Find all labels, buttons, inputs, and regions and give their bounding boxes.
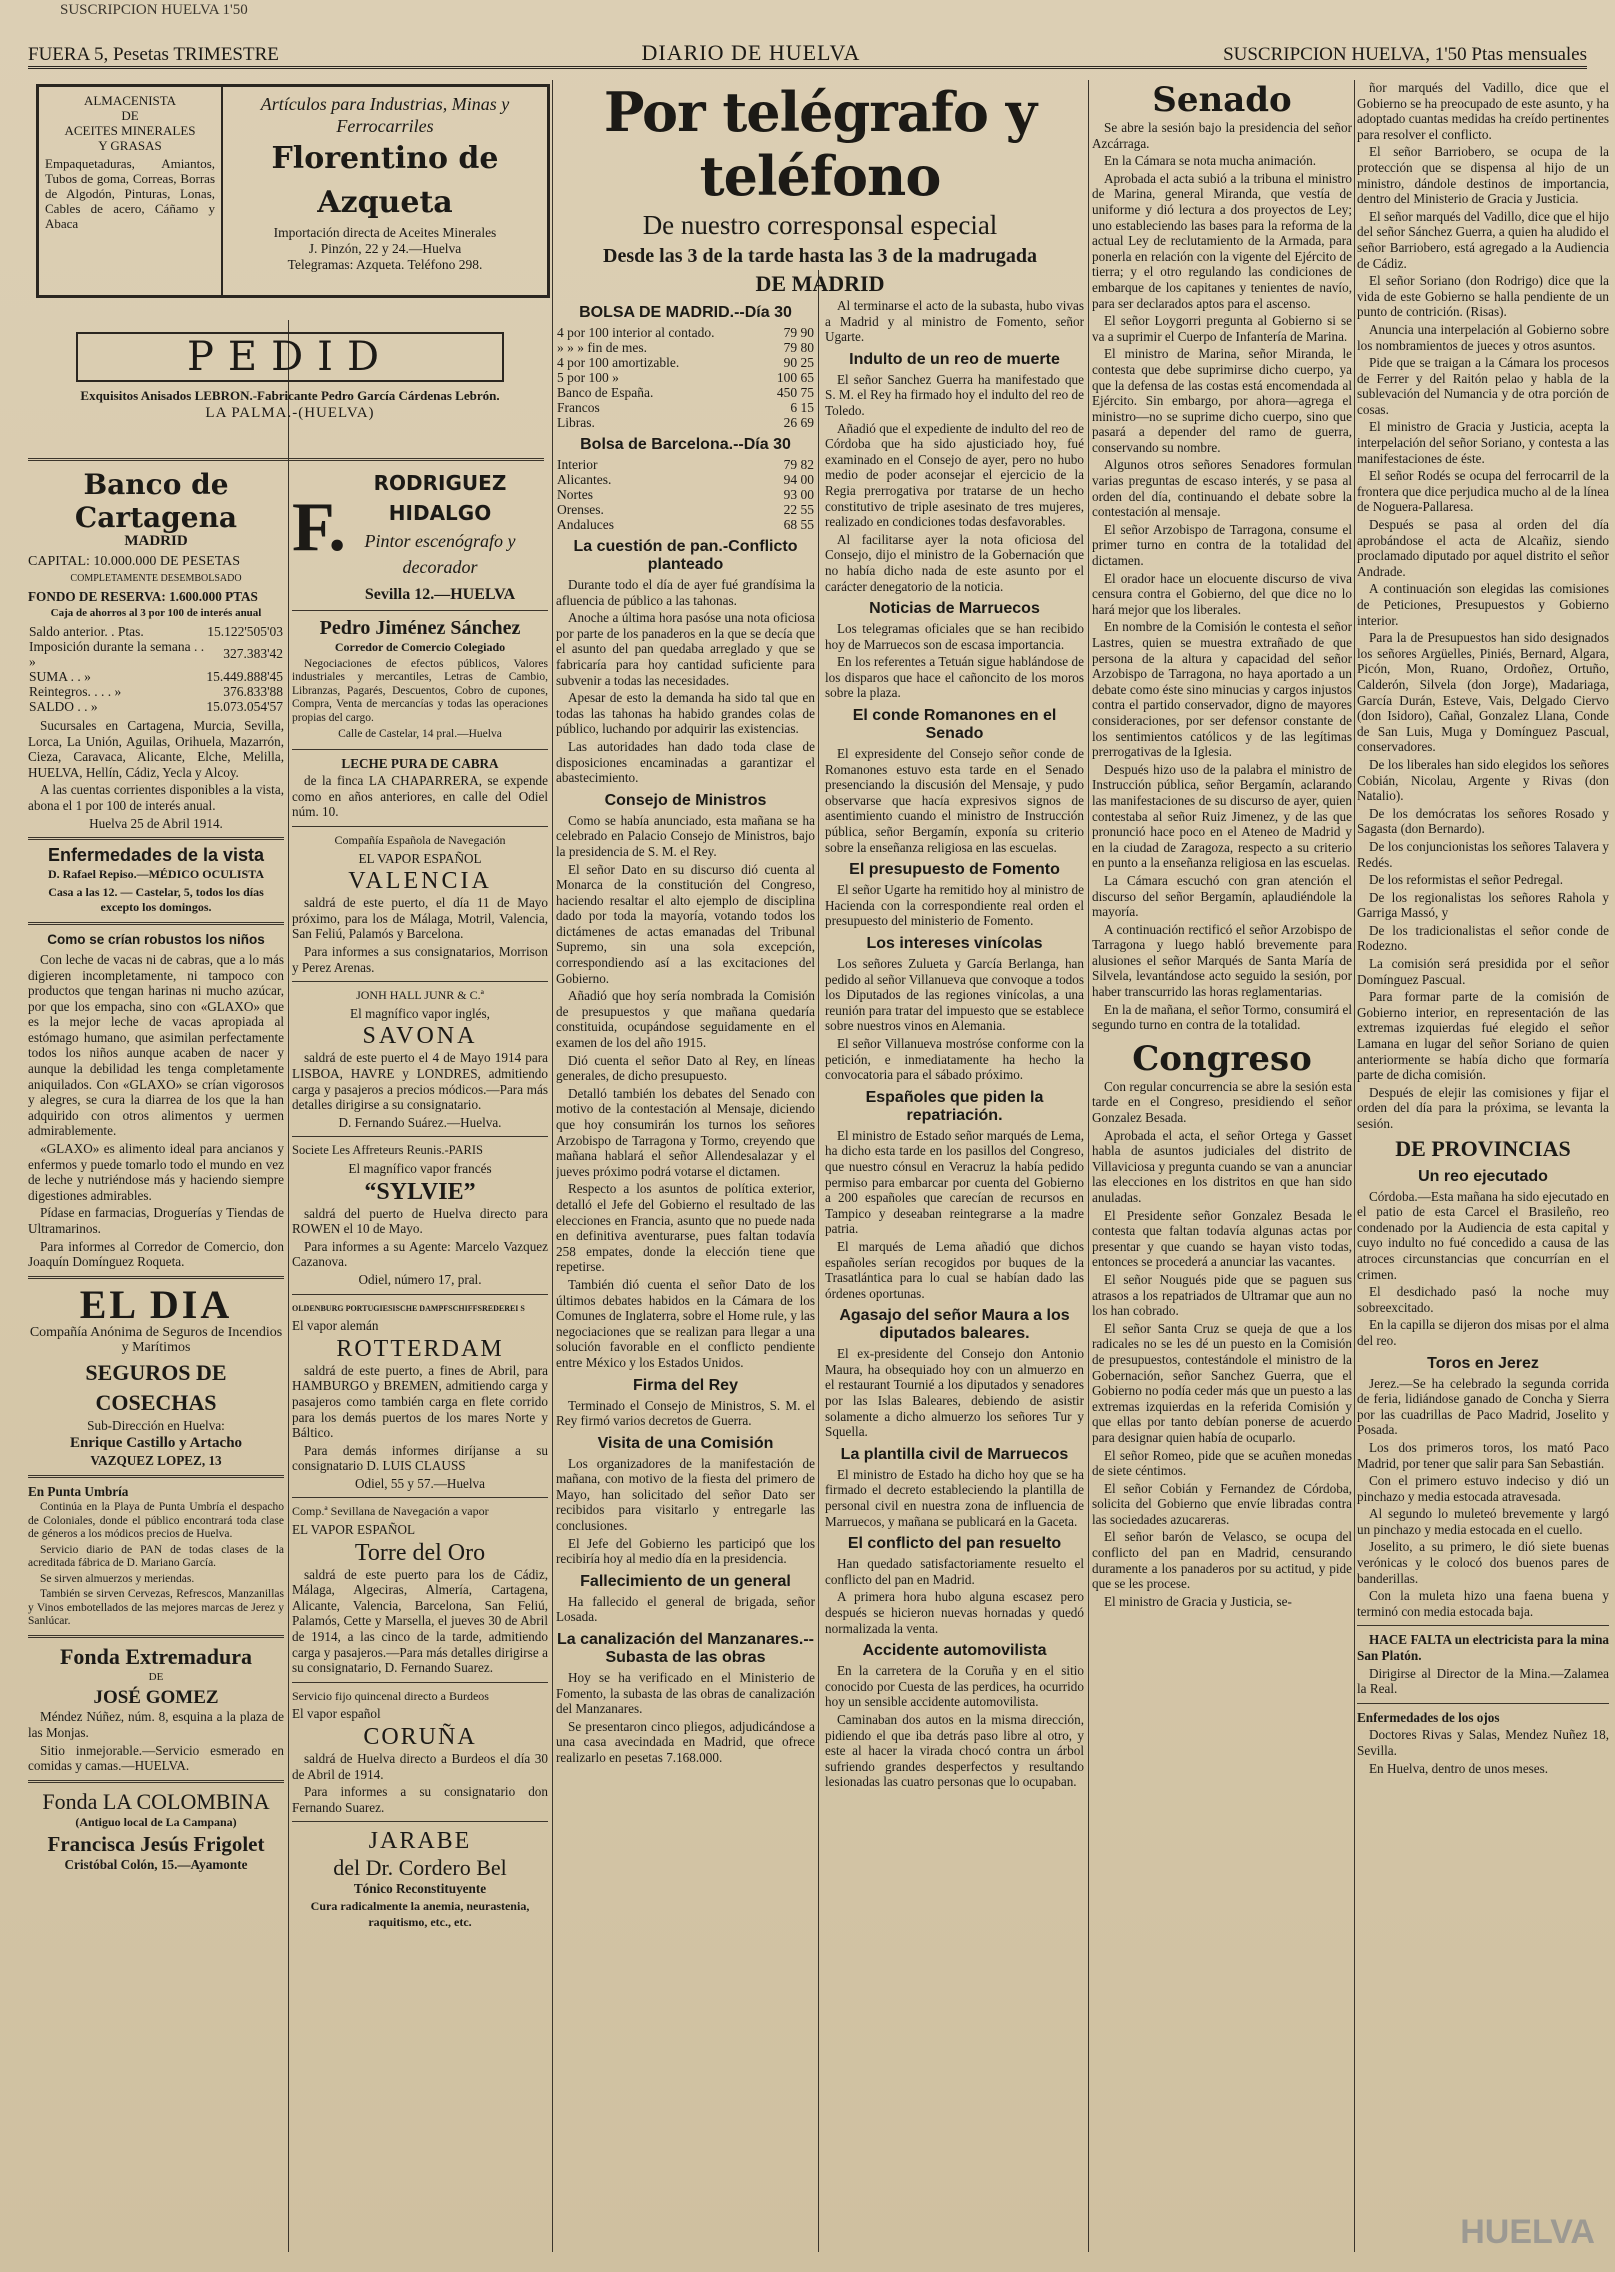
umbria-text: Se sirven almuerzos y meriendas. — [40, 1572, 195, 1585]
banco-row — [28, 699, 284, 714]
paragraph: En la de mañana, el señor Tormo, consumirá el segundo turno en contra de la totalidad. — [1092, 1001, 1352, 1033]
banco-capital: CAPITAL: 10.000.000 DE PESETAS — [28, 553, 241, 569]
bolsa-row — [556, 340, 815, 355]
falta-text: HACE FALTA un electricista para la mina San Platón. — [1357, 1632, 1609, 1664]
article-paragraph: El señor Ugarte ha remitido hoy al ministro de Hacienda con la correspondiente real orden el presupuesto del ministerio de Fomento. — [825, 882, 1084, 929]
savona-text: D. Fernando Suárez.—Huelva. — [338, 1114, 502, 1130]
sylvie-text: Odiel, número 17, pral. — [358, 1271, 482, 1287]
glaxo-title: Como se crían robustos los niños — [47, 931, 265, 947]
article-paragraph: En los referentes a Tetuán sigue hablándose de los disparos que hace el cañoncito de los moros sobre la plaza. — [825, 654, 1084, 701]
bolsa-value: 6 15 — [790, 400, 814, 415]
article-paragraph: Anoche a última hora pasóse una nota oficiosa por parte de los panaderos en la que se decía que el asunto del pan quedaba arreglado y que se fabricaría para hoy cantidad suficiente para subvenir a todas las necesidades. — [556, 610, 815, 688]
vista-line: D. Rafael Repiso.—MÉDICO OCULISTA — [47, 867, 265, 882]
senado-title: Senado — [1152, 80, 1292, 120]
almacenista-line: J. Pinzón, 22 y 24.—Huelva — [308, 241, 462, 256]
eldia-addr: VAZQUEZ LOPEZ, 13 — [90, 1453, 222, 1469]
bolsa-row — [556, 325, 815, 340]
article-paragraph: El ex-presidente del Consejo don Antonio Maura, ha obsequiado hoy con un almuerzo en el restaurant Tournié a los diputados y senadores por las Islas Baleares, debiendo de asistir solamente a dicho almuerzo los señores Tur y Squella. — [825, 1346, 1084, 1440]
paragraph: El señor Nougués pide que se paguen sus atrasos a los repatriados de Ultramar que aun no los han cobrado. — [1092, 1271, 1352, 1319]
bolsa-label: 4 por 100 amortizable. — [557, 355, 680, 370]
jimenez-sub: Corredor de Comercio Colegiado — [334, 640, 506, 654]
bolsa-label: Andaluces — [557, 517, 614, 532]
fonda-title: Fonda Extremadura — [59, 1643, 253, 1669]
article-paragraph: A primera hora hubo alguna escasez pero después se hicieron nuevas hornadas y quedó normalizada la venta. — [825, 1589, 1084, 1636]
rodriguez-name: RODRIGUEZ HIDALGO — [373, 471, 507, 525]
paragraph: El señor marqués del Vadillo, dice que el hijo del señor Sánchez Guerra, a quien ha aludido el señor Barriobero, está agregado a la Audiencia de Cádiz. — [1357, 208, 1609, 271]
bolsa-value: 90 25 — [783, 355, 814, 370]
article-paragraph: Hoy se ha verificado en el Ministerio de Fomento, la subasta de las obras de canalización del Manzanares. — [556, 1670, 815, 1717]
almacenista-top: Artículos para Industrias, Minas y Ferrocarriles — [260, 94, 510, 136]
column-telegrafo — [556, 80, 1084, 2252]
banco-value: 15.122'505'03 — [207, 623, 283, 639]
paragraph: Con la muleta hizo una faena buena y terminó con media estocada baja. — [1357, 1588, 1609, 1619]
savona-name: SAVONA — [362, 1023, 478, 1050]
article-heading: La canalización del Manzanares.--Subasta de las obras — [557, 1631, 814, 1667]
paragraph: De los liberales han sido elegidos los señores Cobián, Nicolau, Argente y Rivas (don Natalio). — [1357, 756, 1609, 804]
rotterdam-company: OLDENBURG PORTUGIESISCHE DAMPFSCHIFFSREDEREI S — [292, 1303, 525, 1313]
banco-caja: Caja de ahorros al 3 por 100 de interés anual — [50, 607, 262, 620]
paragraph: Después hizo uso de la palabra el ministro de Instrucción pública, señor Bergamín, aclarando las manifestaciones de su discurso de ayer, quien contestaba al señor Ruiz Jimenez, y de las que pronunció hace poco en el Ateneo de Madrid y en la ciudad de Zaragoza, respecto a su criterio en punto a la enseñanza religiosa en las escuelas. — [1092, 761, 1352, 871]
paragraph: El señor Arzobispo de Tarragona, consume el primer turno en contra de la totalidad del dictamen. — [1092, 521, 1352, 569]
bolsa-madrid-table — [556, 325, 815, 430]
bolsa-label: Orenses. — [557, 502, 604, 517]
umbria-text: También se sirven Cervezas, Refrescos, Manzanillas y Vinos embotellados de las mejores marcas de Jerez y Sanlúcar. — [28, 1588, 284, 1628]
article-paragraph: En la carretera de la Coruña y en el sitio conocido por Cuesta de las perdices, ha ocurrido hoy un sensible accidente automovilista. — [825, 1663, 1084, 1710]
paragraph: Aprobada el acta subió a la tribuna el ministro de Marina, general Miranda, que vestía de uniforme y dió lectura a dos proyectos de Ley; uno estableciendo las bases para la reforma de la actual Ley de reclutamiento de la Armada, para ponerla en relación con la vigente del Ejército de tierra; y el otro regulando las condiciones de embarque de los capitanes y tenientes de navío, para ser declarados aptos para el ascenso. — [1092, 170, 1352, 311]
madrid-heading: DE MADRID — [755, 271, 885, 296]
coruna-vapor: El vapor español — [292, 1706, 381, 1722]
ojos-text: Doctores Rivas y Salas, Mendez Nuñez 18, Sevilla. — [1357, 1727, 1609, 1758]
umbria-text: Continúa en la Playa de Punta Umbría el despacho de Coloniales, donde el público encontrará toda clase de géneros a los módicos precios de Huelva. — [28, 1501, 284, 1541]
telegrafo-left-articles — [556, 538, 815, 1766]
bolsa-row — [556, 457, 815, 472]
banco-city: MADRID — [124, 533, 188, 549]
banco-row — [28, 624, 284, 639]
banco-title: Banco de Cartagena — [74, 468, 238, 534]
almacenista-line: Y GRASAS — [98, 138, 162, 153]
fonda-text: Méndez Núñez, núm. 8, esquina a la plaza de las Monjas. — [28, 1709, 284, 1741]
paragraph: El señor barón de Velasco, se ocupa del conflicto del pan en Madrid, censurando duramente a los panaderos por su actitud, y pide que se les procese. — [1092, 1529, 1352, 1592]
paragraph: De los conjuncionistas los señores Talavera y Redés. — [1357, 838, 1609, 870]
toros-body — [1357, 1376, 1609, 1620]
jarabe-name: del Dr. Cordero Bel — [333, 1855, 507, 1881]
article-heading: Consejo de Ministros — [604, 791, 767, 809]
article-paragraph: Como se había anunciado, esta mañana se ha celebrado en Palacio Consejo de Ministros, bajo la presidencia de S. M. el Rey. — [556, 812, 815, 859]
paragraph: La Cámara escuchó con gran atención el discurso del señor Bergamín, aplaudiéndole la mayoría. — [1092, 872, 1352, 920]
rodriguez-sub: Pintor escenógrafo y decorador — [364, 531, 516, 577]
paragraph: El señor Cobián y Fernandez de Córdoba, solicita del Gobierno que envíe libradas contra las sociedades azucareras. — [1092, 1480, 1352, 1527]
telegrafo-title: Por telégrafo y teléfono — [603, 80, 1037, 208]
bolsa-value: 79 82 — [783, 457, 814, 472]
paragraph: El ministro de Gracia y Justicia, acepta la interpelación del señor Soriano, y contesta a las manifestaciones de éste. — [1357, 419, 1609, 466]
glaxo-text: Para informes al Corredor de Comercio, don Joaquín Domínguez Roqueta. — [28, 1238, 284, 1270]
article-paragraph: Dió cuenta el señor Dato al Rey, en líneas generales, de dicho presupuesto. — [556, 1052, 815, 1084]
bolsa-label: Francos — [557, 400, 600, 415]
leche-title: LECHE PURA DE CABRA — [341, 755, 499, 771]
rodriguez-letter: F. — [292, 489, 346, 566]
banco-text: Sucursales en Cartagena, Murcia, Sevilla, Lorca, La Unión, Aguilas, Orihuela, Mazarrón, Cieza, Caravaca, Alicante, Elche, Melilla, HUELVA, Hellín, Cádiz, Yecla y Alcoy. — [28, 717, 284, 780]
paragraph: Para formar parte de la comisión de Gobierno interior, en representación de las extremas izquierdas fué elegido el señor Lamana en lugar del señor Soriano de quien anteriormente se había dicho que formaría parte de dicha comisión. — [1357, 989, 1609, 1083]
sylvie-text: Para informes a su Agente: Marcelo Vazquez Cazanova. — [292, 1238, 548, 1270]
valencia-company: Compañía Española de Navegación — [334, 833, 506, 848]
article-paragraph: Los organizadores de la manifestación de mañana, con motivo de la fiesta del primero de Mayo, han solicitado del señor Dato ser recibidos para visitarlo y entregarle las conclusiones. — [556, 1455, 815, 1534]
bolsa-label: Banco de España. — [557, 385, 654, 400]
almacenista-line: Telegramas: Azqueta. Teléfono 298. — [287, 257, 483, 272]
vista-line: Casa a las 12. — Castelar, 5, todos los días excepto los domingos. — [48, 884, 264, 915]
article-heading: Fallecimiento de un general — [580, 1572, 791, 1590]
eldia-big: SEGUROS DE COSECHAS — [85, 1359, 227, 1415]
paragraph: Algunos otros señores Senadores formulan varias preguntas de escaso interés, y se pasa al orden del día, continuando el debate sobre la contestación al mensaje. — [1092, 457, 1352, 520]
eldia-title: EL DIA — [79, 1281, 233, 1327]
paragraph: Córdoba.—Esta mañana ha sido ejecutado en el patio de esta Carcel el Brasileño, reo condenado por la Audiencia de esta capital y cuyo indulto no fué concedido a causa de las atroces circunstancias que concurrían en el crimen. — [1357, 1188, 1609, 1282]
bolsa-row — [556, 355, 815, 370]
sylvie-text: saldrá del puerto de Huelva directo para ROWEN el 10 de Mayo. — [292, 1205, 548, 1237]
article-paragraph: Añadió que el expediente de indulto del reo de Córdoba que ha sido ajusticiado hoy, fué examinado en el Consejo de ayer, pero no hubo medio de poder aconsejar el ejercicio de la Regia prerrogativa por tratarse de un hecho constitutivo de triple asesinato de tres mujeres, realizado en condiciones todas desfavorables. — [825, 420, 1084, 530]
paragraph: Después se pasa al orden del día aprobándose el acta de Alcañiz, siendo proclamado diputado por aquel distrito el señor Andrade. — [1357, 517, 1609, 579]
paragraph: El señor Loygorri pregunta al Gobierno si se va a suprimir el Cuerpo de Infantería de Marina. — [1092, 313, 1352, 344]
valencia-text: Para informes a sus consignatarios, Morrison y Perez Arenas. — [292, 944, 548, 975]
article-paragraph: Las autoridades han dado toda clase de disposiciones encaminadas a garantizar el abastecimiento. — [556, 738, 815, 786]
article-paragraph: Respecto a los asuntos de política exterior, detalló el Jefe del Gobierno el resultado de las elecciones en Francia, asunto que no puede nada en definitiva aventurarse, pues faltan todavía 258 empates, donde la elección tiene que repetirse. — [556, 1181, 815, 1275]
article-paragraph: El marqués de Lema añadió que dichos españoles serían recogidos por buques de la Trasatlántica para lo cual se habían dado las órdenes oportunas. — [825, 1238, 1084, 1301]
banco-label: SUMA . . » — [29, 668, 91, 684]
jimenez-text: Negociaciones de efectos públicos, Valores industriales y mercantiles, Letras de Cambio, Libranzas, Pagarés, Descuentos, Cobro de cupones, Compra, Venta de mercancías y todas las operaciones propias del cargo. — [292, 657, 548, 724]
almacenista-line: Empaquetaduras, Amiantos, Tubos de goma, Correas, Borras de Algodón, Pinturas, Lonas, Cables de acero, Cáñamo y Abaca — [45, 156, 215, 231]
rotterdam-vapor: El vapor alemán — [292, 1318, 379, 1334]
jarabe-sub: Tónico Reconstituyente — [353, 1881, 487, 1897]
bolsa-value: 26 69 — [783, 415, 814, 430]
jimenez-name: Pedro Jiménez Sánchez — [319, 617, 521, 639]
paragraph: Pide que se traigan a la Cámara los procesos de Ferrer y del Raitón pelao y habla de la sublevación del Numancia y de otra porción de cosas. — [1357, 355, 1609, 417]
paragraph: De los reformistas el señor Pedregal. — [1369, 872, 1564, 888]
article-paragraph: El expresidente del Consejo señor conde de Romanones estuvo esta tarde en el Senado presenciando la discusión del Mensaje, y pudo observarse que hacía expresivos signos de asentimiento cuando el ministro de Instrucción pública, señor Bergamín, exponía su criterio sobre la enseñanza religiosa en las escuelas. — [825, 746, 1084, 855]
sylvie-company: Societe Les Affreteurs Reunis.-PARIS — [292, 1143, 483, 1158]
bolsa-row — [556, 370, 815, 385]
banco-label: SALDO . . » — [29, 698, 98, 714]
article-heading: Visita de una Comisión — [597, 1434, 774, 1452]
telegrafo-left — [556, 298, 815, 1792]
colombina-sub: (Antiguo local de La Campana) — [75, 1814, 237, 1829]
article-paragraph: Los telegramas oficiales que se han recibido hoy de Marruecos son de escasa importancia. — [825, 621, 1084, 652]
almacenista-line: Importación directa de Aceites Minerales — [273, 225, 497, 240]
article-paragraph: El Jefe del Gobierno les participó que los recibiría hoy al medio día en la presidencia. — [556, 1535, 815, 1567]
paragraph: De los tradicionalistas el señor conde de Rodezno. — [1357, 922, 1609, 954]
colombina-addr: Cristóbal Colón, 15.—Ayamonte — [64, 1857, 248, 1873]
bolsa-label: 4 por 100 interior al contado. — [557, 325, 715, 340]
paragraph: En la capilla se dijeron dos misas por el alma del reo. — [1357, 1317, 1609, 1348]
fonda-name: JOSÉ GOMEZ — [93, 1687, 219, 1709]
paragraph: Jerez.—Se ha celebrado la segunda corrida de feria, lidiándose ganado de Concha y Sierra por las cuadrillas de Paco Madrid, Joselito y Posada. — [1357, 1375, 1609, 1438]
paragraph: El señor Soriano (don Rodrigo) dice que la vida de este Gobierno se halla pendiente de un punto de contrición. (Risas). — [1357, 273, 1609, 320]
congreso-body — [1092, 1079, 1352, 1610]
bolsa-label: » » » fin de mes. — [557, 340, 647, 355]
article-heading: El conflicto del pan resuelto — [847, 1535, 1062, 1553]
sylvie-vapor: El magnífico vapor francés — [348, 1160, 492, 1176]
article-paragraph: Al terminarse el acto de la subasta, hubo vivas a Madrid y al ministro de Fomento, señor Ugarte. — [825, 298, 1084, 345]
article-paragraph: El señor Villanueva mostróse conforme con la petición, e inmediatamente ha hecho la convocatoria para el sábado próximo. — [825, 1035, 1084, 1083]
fonda-text: Sitio inmejorable.—Servicio esmerado en comidas y camas.—HUELVA. — [28, 1742, 284, 1774]
bolsa-bcn-table — [556, 457, 815, 532]
bolsa-label: Alicantes. — [557, 472, 612, 487]
umbria-text: Servicio diario de PAN de todas clases de la acreditada fábrica de D. Mariano García. — [28, 1543, 284, 1570]
bolsa-label: Libras. — [557, 415, 595, 430]
leche-text: de la finca LA CHAPARRERA, se expende como en años anteriores, en calle del Odiel núm. 10. — [292, 773, 548, 820]
coruna-text: Para informes a su consignatario don Fernando Suarez. — [292, 1784, 548, 1815]
banco-reserva: FONDO DE RESERVA: 1.600.000 PTAS — [28, 588, 258, 604]
article-heading: El conde Romanones en el Senado — [852, 707, 1057, 743]
almacenista-line: ACEITES MINERALES — [64, 123, 196, 138]
article-heading: Indulto de un reo de muerte — [849, 350, 1060, 368]
rotterdam-text: Para demás informes diríjanse a su consignatario D. LUIS CLAUSS — [292, 1442, 548, 1474]
banco-desembolsado: COMPLETAMENTE DESEMBOLSADO — [70, 573, 242, 585]
provincias-title: DE PROVINCIAS — [1395, 1135, 1571, 1161]
paragraph: Los dos primeros toros, los mató Paco Madrid, por tener que salir para San Sebastián. — [1357, 1439, 1609, 1471]
page-header — [28, 38, 1587, 69]
article-heading: La cuestión de pan.-Conflicto planteado — [573, 538, 798, 573]
pedid-line: LA PALMA.-(HUELVA) — [205, 404, 375, 421]
valencia-text: saldrá de este puerto, el día 11 de Mayo próximo, para los de Málaga, Motril, Valencia, San Feliú, Palamós y Barcelona. — [292, 895, 548, 942]
paragraph: La comisión será presidida por el señor Domínguez Pascual. — [1357, 956, 1609, 987]
torre-vapor: EL VAPOR ESPAÑOL — [292, 1522, 416, 1538]
article-paragraph: Durante todo el día de ayer fué grandísima la afluencia de público a las tahonas. — [556, 577, 815, 608]
banco-date: Huelva 25 de Abril 1914. — [89, 815, 223, 831]
rotterdam-text: saldrá de este puerto, a fines de Abril, para HAMBURGO y BREMEN, admitiendo carga y pasajeros como también carga en flete corrido para los demás puertos de los mares Norte y Báltico. — [292, 1362, 548, 1441]
banco-value: 327.383'42 — [223, 646, 283, 662]
article-heading: Españoles que piden la repatriación. — [865, 1088, 1044, 1124]
glaxo-text: Con leche de vacas ni de cabras, que a lo más digieren incompletamente, ni tampoco con productos que tengan harinas ni mucho azúcar, por que los empacha, sino con «GLAXO» que es la mejor leche de vacas apropiada al estómago humano, que asimilan perfectamente todos los niños aunque acaben de nacer y aunque la debilidad les tenga completamente aniquilados. Con «GLAXO» se crían vigorosos y alegres, se cura la diarrea de los que la han adquirido con otros alimentos y uermen admirablemente. — [28, 951, 284, 1139]
paragraph: En la Cámara se nota mucha animación. — [1104, 153, 1317, 169]
article-heading: Agasajo del señor Maura a los diputados baleares. — [839, 1307, 1070, 1343]
ojos-title: Enfermedades de los ojos — [1357, 1709, 1500, 1725]
top-strip: SUSCRIPCION HUELVA 1'50 — [60, 2, 248, 18]
paragraph: En nombre de la Comisión le contesta el señor Lastres, quien se muestra extrañado de que persona de la altura y capacidad del señor Arzobispo de Tarragona, no haya aportado a un debate como éste sino minucias y cargos injustos contra el partido conservador, digno de mayores consideraciones, por ser defensor constante de los sentimientos católicos y de las legítimas prerrogativas de la Iglesia. — [1092, 619, 1352, 760]
column-2 — [292, 468, 548, 2252]
paragraph: El señor Barriobero, se ocupa de la protección que se dispensa al hijo de un ministro, dándole destinos de importancia, dentro del Ministerio de Gracia y Justicia. — [1357, 144, 1609, 207]
paragraph: A continuación rectificó el señor Arzobispo de Tarragona y luego habló brevemente para alusiones el señor Marqués de Santa María de Silvela, levantándose acto seguido la sesión, por haber transcurrido las horas reglamentarias. — [1092, 921, 1352, 1000]
falta-text: Dirigirse al Director de la Mina.—Zalamea la Real. — [1357, 1665, 1609, 1697]
umbria-title: En Punta Umbría — [28, 1483, 129, 1499]
article-heading: El presupuesto de Fomento — [849, 861, 1060, 879]
torre-company: Comp.ª Sevillana de Navegación a vapor — [292, 1504, 489, 1519]
paragraph: Al segundo lo muleteó brevemente y largó un pinchazo y media estocada en el cuello. — [1357, 1506, 1609, 1537]
ad-pedid — [36, 332, 544, 423]
bolsa-label: 5 por 100 » — [557, 370, 619, 385]
telegrafo-right-articles — [825, 298, 1084, 1792]
banco-label: Saldo anterior. . Ptas. — [29, 623, 144, 639]
paragraph: ñor marqués del Vadillo, dice que el Gobierno se ha preocupado de este asunto, y ha adoptado cuantas medidas ha creído pertinentes para resolver el conflicto. — [1357, 80, 1609, 142]
almacenista-title: ALMACENISTA — [83, 93, 177, 108]
ojos-text: En Huelva, dentro de unos meses. — [1369, 1760, 1549, 1776]
coruna-name: CORUÑA — [363, 1724, 477, 1750]
rotterdam-text: Odiel, 55 y 57.—Huelva — [354, 1475, 486, 1491]
bolsa-value: 450 75 — [776, 385, 814, 400]
vista-title: Enfermedades de la vista — [47, 845, 265, 866]
watermark-logo: HUELVA — [1460, 2213, 1595, 2251]
article-heading: Noticias de Marruecos — [869, 600, 1040, 618]
bolsa-value: 68 55 — [783, 517, 814, 532]
bolsa-row — [556, 487, 815, 502]
column-1 — [28, 468, 284, 2252]
paragraph: Aprobada el acta, el señor Ortega y Gasset habla de asuntos judiciales del distrito de Villaviciosa y pregunta cuando se van a anunciar las elecciones en los distritos en que han sido anuladas. — [1092, 1127, 1352, 1205]
jarabe-title: JARABE — [368, 1828, 472, 1855]
article-paragraph: Caminaban dos autos en la misma dirección, pidiendo el que iba detrás paso libre al otro, y este al hacer la virada chocó contra un árbol sufriendo grandes desperfectos y resultando lesionadas las cuatro personas que lo ocupaban. — [825, 1711, 1084, 1790]
rodriguez-addr: Sevilla 12.—HUELVA — [364, 586, 516, 603]
article-paragraph: El ministro de Estado ha dicho hoy que se ha firmado el decreto estableciendo la plantilla de personal civil en nuestra zona de influencia de Marruecos, y mañana se publicará en la Gaceta. — [825, 1466, 1084, 1529]
col5-body — [1357, 80, 1609, 1132]
banco-row — [28, 669, 284, 684]
banco-value: 15.073.054'57 — [206, 698, 283, 714]
paragraph: El ministro de Gracia y Justicia, se- — [1104, 1593, 1292, 1609]
article-heading: Los intereses vinícolas — [866, 935, 1043, 952]
jarabe-text: Cura radicalmente la anemia, neurastenia, raquitismo, etc., etc. — [310, 1898, 530, 1929]
article-paragraph: Los señores Zulueta y García Berlanga, han pedido al señor Villanueva que convoque a todos los Diputados de las regiones vinícolas, a una reunión para tratar del impuesto que se establece sobre nuestros vinos en Alemania. — [825, 956, 1084, 1034]
reo-body — [1357, 1189, 1609, 1349]
paragraph: Con regular concurrencia se abre la sesión esta tarde en el Congreso, presidiendo el señor Gonzalez Besada. — [1092, 1078, 1352, 1126]
valencia-vapor: EL VAPOR ESPAÑOL — [358, 850, 482, 866]
bolsa-value: 22 55 — [783, 502, 814, 517]
torre-name: Torre del Oro — [354, 1539, 486, 1566]
bolsa-bcn-title: Bolsa de Barcelona.--Día 30 — [580, 436, 791, 453]
bolsa-row — [556, 400, 815, 415]
pedid-line: Exquisitos Anisados LEBRON.-Fabricante Pedro García Cárdenas Lebrón. — [80, 388, 500, 403]
banco-row — [28, 684, 284, 699]
header-right: SUSCRIPCION HUELVA, 1'50 Ptas mensuales — [1223, 44, 1587, 65]
banco-label: Imposición durante la semana . . » — [29, 638, 205, 669]
paragraph: Joselito, a su primero, le dió siete buenas verónicas y le colocó dos buenos pares de banderillas. — [1357, 1539, 1609, 1586]
telegrafo-subtitle2: Desde las 3 de la tarde hasta las 3 de la madrugada — [603, 245, 1037, 267]
column-senado — [1092, 80, 1352, 2252]
valencia-name: VALENCIA — [348, 868, 492, 895]
colombina-title: Fonda LA COLOMBINA — [42, 1788, 270, 1814]
paragraph: Se abre la sesión bajo la presidencia del señor Azcárraga. — [1092, 120, 1352, 151]
divider — [28, 452, 544, 467]
ad-almacenista — [36, 84, 550, 298]
paragraph: Para la de Presupuestos han sido designados los señores Argüelles, Piniés, Bernard, Algara, Picón, Mon, Ruano, Ordoñez, Ortuño, Calderón, Silvela (don Jorge), Madariaga, García Durán, Esteve, Vais, Delgado Ciervo (don Isidoro), Cañal, Gonzalez Llana, Conde de San Luis, Muga y Domínguez Pascual, conservadores. — [1357, 630, 1609, 755]
header-left: FUERA 5, Pesetas TRIMESTRE — [28, 44, 279, 65]
colombina-name: Francisca Jesús Frigolet — [47, 1832, 265, 1857]
article-paragraph: El señor Dato en su discurso dió cuenta al Monarca de la constitución del Congreso, haciendo resaltar el alto ejemplo de disciplina dado por toda la mayoría, votando todos los dictámenes de actas emanadas del Tribunal Supremo, sin una sola excepción, correspondiendo así a las excitaciones del Gobierno. — [556, 861, 815, 986]
bolsa-label: Nortes — [557, 487, 593, 502]
article-paragraph: Terminado el Consejo de Ministros, S. M. el Rey firmó varios decretos de Guerra. — [556, 1397, 815, 1429]
column-5 — [1357, 80, 1609, 2252]
fonda-de: DE — [148, 1670, 164, 1683]
telegrafo-subtitle: De nuestro corresponsal especial — [642, 210, 998, 240]
senado-body — [1092, 120, 1352, 1033]
savona-company: JONH HALL JUNR & C.ª — [356, 988, 484, 1003]
bolsa-row — [556, 517, 815, 532]
torre-text: saldrá de este puerto para los de Cádiz, Málaga, Algeciras, Almería, Cartagena, Alicante, Valencia, Barcelona, San Feliú, Palamós, Cette y Marsella, el jueves 30 de Abril de 1914, a las cinco de la tarde, admitiendo carga y pasajeros.—Para más detalles dirigirse a su consignatario, D. Fernando Suarez. — [292, 1566, 548, 1676]
bolsa-value: 94 00 — [783, 472, 814, 487]
article-paragraph: Añadió que hoy sería nombrada la Comisión de presupuestos y que mañana quedaría constituida, ocupándose seguidamente en el examen de los del año 1915. — [556, 988, 815, 1051]
banco-value: 15.449.888'45 — [206, 668, 283, 684]
jimenez-addr: Calle de Castelar, 14 pral.—Huelva — [338, 728, 502, 741]
paragraph: El orador hace un elocuente discurso de viva censura contra el Gobierno, del que dice no lo hará mejor que los liberales. — [1092, 570, 1352, 617]
bolsa-value: 100 65 — [776, 370, 814, 385]
paragraph: El señor Romeo, pide que se acuñen monedas de siete céntimos. — [1092, 1447, 1352, 1479]
bolsa-label: Interior — [557, 457, 598, 472]
banco-text: A las cuentas corrientes disponibles a la vista, abona el 1 por 100 de interés anual. — [28, 782, 284, 813]
almacenista-name: Florentino de Azqueta — [271, 141, 499, 220]
pedid-title: PEDID — [76, 332, 504, 382]
glaxo-text: Pídase en farmacias, Droguerías y Tiendas de Ultramarinos. — [28, 1205, 284, 1236]
article-paragraph: Se presentaron cinco pliegos, adjudicándose a una casa avecindada en Madrid, que ofrece realizarlo en pesetas 7.168.000. — [556, 1718, 815, 1765]
glaxo-text: «GLAXO» es alimento ideal para ancianos y enfermos y puede tomarlo todo el mundo en vez de leche y nutriéndose más y haciendo siempre digestiones admirables. — [28, 1141, 284, 1203]
article-paragraph: Detalló también los debates del Senado con motivo de la contestación al Mensaje, diciendo que hoy consumirán los turnos los señores Arzobispo de Tarragona y Tormo, creyendo que mañana hablará el señor Allendesalazar y el jueves próximo podrá votarse el dictamen. — [556, 1085, 815, 1179]
paragraph: El ministro de Marina, señor Miranda, le contesta que debe suprimirse dicho cuerpo, ya que la defensa de las costas está encomendada al Ejército. Sin embargo, por ahora—agrega el ministro—no se suprime dicho cuerpo, sino que pasará a depender del ramo de guerra, conservando su nombre. — [1092, 346, 1352, 455]
reo-title: Un reo ejecutado — [1418, 1167, 1548, 1185]
bolsa-row — [556, 385, 815, 400]
banco-row — [28, 639, 284, 669]
paragraph: De los regionalistas los señores Rahola y Garriga Massó, y — [1357, 889, 1609, 921]
eldia-name: Enrique Castillo y Artacho — [69, 1434, 243, 1451]
paragraph: De los demócratas los señores Rosado y Sagasta (don Bernardo). — [1357, 805, 1609, 837]
eldia-sub: Compañía Anónima de Seguros de Incendios y Marítimos — [29, 1324, 283, 1356]
paragraph: Después de elejir las comisiones y fijar el orden del día para la próxima, se levanta la sesión. — [1357, 1084, 1609, 1131]
paragraph: El desdichado pasó la noche muy sobreexcitado. — [1357, 1284, 1609, 1315]
bolsa-value: 79 90 — [783, 325, 814, 340]
article-heading: La plantilla civil de Marruecos — [840, 1445, 1069, 1463]
article-paragraph: El señor Sanchez Guerra ha manifestado que S. M. el Rey ha firmado hoy el indulto del reo de Toledo. — [825, 371, 1084, 418]
article-paragraph: Ha fallecido el general de brigada, señor Losada. — [556, 1593, 815, 1625]
paragraph: Anuncia una interpelación al Gobierno sobre los nombramientos de jueces y otros asuntos. — [1357, 321, 1609, 353]
banco-value: 376.833'88 — [223, 683, 283, 699]
savona-vapor: El magnífico vapor inglés, — [350, 1005, 490, 1021]
banco-label: Reintegros. . . . » — [29, 683, 122, 699]
congreso-title: Congreso — [1132, 1038, 1312, 1079]
savona-text: saldrá de este puerto el 4 de Mayo 1914 para LISBOA, HAVRE y LONDRES, admitiendo carga y pasajeros a precios módicos.—Para más detalles dirigirse a su consignatario. — [292, 1050, 548, 1113]
rotterdam-name: ROTTERDAM — [336, 1335, 504, 1362]
coruna-company: Servicio fijo quincenal directo a Burdeos — [292, 1688, 489, 1703]
article-heading: Firma del Rey — [633, 1376, 738, 1394]
article-paragraph: Al facilitarse ayer la nota oficiosa del Consejo, dijo el ministro de la Gobernación que no había dicho nada de este asunto por el carácter denegatorio de la noticia. — [825, 531, 1084, 594]
bolsa-row — [556, 502, 815, 517]
eldia-line: Sub-Dirección en Huelva: — [87, 1417, 225, 1433]
almacenista-line: DE — [121, 108, 139, 123]
bolsa-value: 93 00 — [783, 487, 814, 502]
article-paragraph: El ministro de Estado señor marqués de Lema, ha dicho esta tarde en los pasillos del Congreso, que nuestro cónsul en Veracruz la había pedido permiso para embarcar por cuenta del Gobierno a 200 españoles que carecían de recursos en Tampico y deseaban reintegrarse a la madre patria. — [825, 1127, 1084, 1237]
banco-table — [28, 624, 284, 714]
newspaper-name: DIARIO DE HUELVA — [641, 40, 861, 65]
paragraph: El señor Rodés se ocupa del ferrocarril de la frontera que dice perjudica mucho al de la línea de Noguera-Pallaresa. — [1357, 468, 1609, 515]
coruna-text: saldrá de Huelva directo a Burdeos el día 30 de Abril de 1914. — [292, 1751, 548, 1782]
paragraph: El Presidente señor Gonzalez Besada le contesta que faltan todavía algunas actas por presentar y que cuando se hayan visto todas, entonces se procederá a anunciar las vacantes. — [1092, 1207, 1352, 1270]
toros-title: Toros en Jerez — [1427, 1354, 1539, 1372]
article-paragraph: Apesar de esto la demanda ha sido tal que en todas las tahonas ha habido grandes colas de público, luchando por adquirir las existencias. — [556, 690, 815, 737]
bolsa-row — [556, 415, 815, 430]
paragraph: El señor Santa Cruz se queja de que a los radicales no se les dé un puesto en la Comisión de presupuestos, contestándole el ministro de la Gobernación, señor Sanchez Guerra, que el Gobierno no podía ceder más que un puesto a las extremas izquierdas en la referida Comisión y que ellas por tanto debían ponerse de acuerdo para designar quien había de ocuparlo. — [1092, 1320, 1352, 1445]
paragraph: A continuación son elegidas las comisiones de Peticiones, Presupuestos y Gobierno interior. — [1357, 581, 1609, 628]
paragraph: Con el primero estuvo indeciso y dió un pinchazo y media estocada atravesada. — [1357, 1473, 1609, 1504]
article-paragraph: También dió cuenta el señor Dato de los últimos debates habidos en la Cámara de los Comunes de Inglaterra, sobre el Home rule, y las negociaciones que se realizan para llegar a una solución favorable en el conflicto pendiente entre México y los Estados Unidos. — [556, 1276, 815, 1370]
bolsa-madrid-title: BOLSA DE MADRID.--Día 30 — [579, 304, 792, 321]
bolsa-value: 79 80 — [783, 340, 814, 355]
article-heading: Accidente automovilista — [862, 1642, 1047, 1660]
bolsa-row — [556, 472, 815, 487]
sylvie-name: “SYLVIE” — [364, 1178, 476, 1205]
article-paragraph: Han quedado satisfactoriamente resuelto el conflicto del pan en Madrid. — [825, 1556, 1084, 1587]
